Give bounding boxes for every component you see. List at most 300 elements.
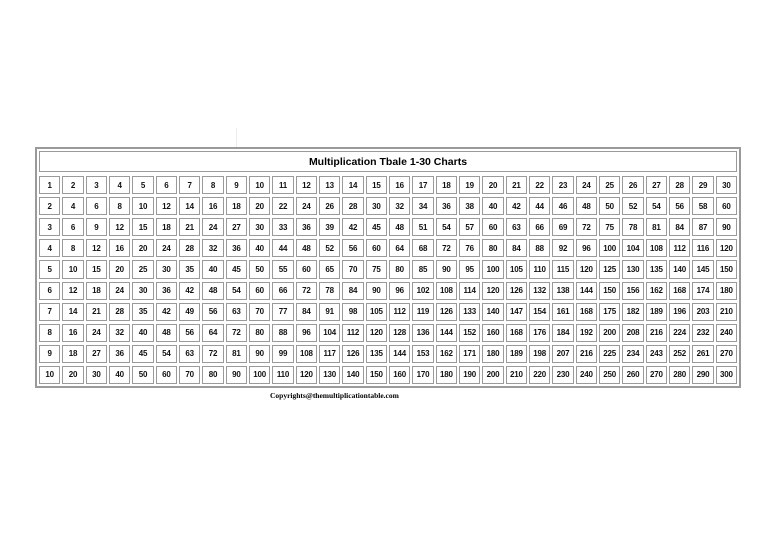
table-cell: 216	[576, 345, 597, 363]
table-cell: 72	[436, 239, 457, 257]
table-cell: 152	[459, 324, 480, 342]
table-cell: 210	[716, 303, 737, 321]
table-cell: 45	[132, 345, 153, 363]
table-cell: 90	[249, 345, 270, 363]
table-cell: 24	[109, 282, 130, 300]
table-cell: 119	[412, 303, 433, 321]
table-cell: 80	[202, 366, 223, 384]
table-cell: 16	[389, 176, 410, 194]
table-cell: 150	[716, 260, 737, 278]
table-cell: 20	[249, 197, 270, 215]
table-cell: 50	[132, 366, 153, 384]
table-cell: 42	[506, 197, 527, 215]
table-cell: 243	[646, 345, 667, 363]
table-cell: 105	[366, 303, 387, 321]
table-cell: 23	[552, 176, 573, 194]
table-cell: 12	[296, 176, 317, 194]
table-cell: 72	[202, 345, 223, 363]
table-cell: 10	[132, 197, 153, 215]
table-cell: 96	[576, 239, 597, 257]
table-cell: 8	[202, 176, 223, 194]
table-cell: 57	[459, 218, 480, 236]
table-cell: 76	[459, 239, 480, 257]
table-cell: 40	[202, 260, 223, 278]
table-cell: 32	[109, 324, 130, 342]
table-cell: 18	[156, 218, 177, 236]
table-cell: 140	[342, 366, 363, 384]
table-cell: 126	[436, 303, 457, 321]
table-cell: 16	[62, 324, 83, 342]
table-cell: 40	[109, 366, 130, 384]
table-cell: 64	[202, 324, 223, 342]
table-cell: 135	[646, 260, 667, 278]
table-cell: 40	[132, 324, 153, 342]
table-cell: 32	[202, 239, 223, 257]
table-cell: 21	[179, 218, 200, 236]
table-cell: 66	[529, 218, 550, 236]
table-cell: 125	[599, 260, 620, 278]
table-cell: 96	[296, 324, 317, 342]
table-cell: 3	[86, 176, 107, 194]
table-cell: 28	[179, 239, 200, 257]
table-cell: 44	[529, 197, 550, 215]
table-cell: 63	[179, 345, 200, 363]
table-cell: 38	[459, 197, 480, 215]
table-cell: 75	[366, 260, 387, 278]
table-cell: 91	[319, 303, 340, 321]
table-cell: 175	[599, 303, 620, 321]
table-cell: 19	[459, 176, 480, 194]
table-cell: 15	[86, 260, 107, 278]
table-cell: 300	[716, 366, 737, 384]
table-cell: 280	[669, 366, 690, 384]
table-cell: 72	[576, 218, 597, 236]
table-cell: 26	[622, 176, 643, 194]
table-cell: 232	[692, 324, 713, 342]
table-cell: 27	[86, 345, 107, 363]
table-cell: 20	[62, 366, 83, 384]
table-cell: 198	[529, 345, 550, 363]
table-cell: 190	[459, 366, 480, 384]
table-cell: 3	[39, 218, 60, 236]
table-cell: 10	[39, 366, 60, 384]
table-cell: 116	[692, 239, 713, 257]
table-cell: 80	[249, 324, 270, 342]
table-cell: 1	[39, 176, 60, 194]
table-cell: 24	[86, 324, 107, 342]
table-cell: 4	[109, 176, 130, 194]
table-cell: 4	[62, 197, 83, 215]
table-cell: 44	[272, 239, 293, 257]
table-cell: 75	[599, 218, 620, 236]
table-cell: 104	[319, 324, 340, 342]
table-cell: 135	[366, 345, 387, 363]
table-cell: 36	[436, 197, 457, 215]
table-cell: 112	[342, 324, 363, 342]
table-cell: 171	[459, 345, 480, 363]
table-cell: 99	[272, 345, 293, 363]
table-cell: 110	[272, 366, 293, 384]
table-cell: 28	[109, 303, 130, 321]
table-cell: 77	[272, 303, 293, 321]
table-cell: 160	[482, 324, 503, 342]
table-cell: 210	[506, 366, 527, 384]
table-cell: 144	[436, 324, 457, 342]
table-cell: 120	[716, 239, 737, 257]
table-cell: 120	[296, 366, 317, 384]
table-cell: 28	[342, 197, 363, 215]
table-cell: 180	[436, 366, 457, 384]
table-cell: 24	[296, 197, 317, 215]
table-cell: 48	[576, 197, 597, 215]
table-cell: 68	[412, 239, 433, 257]
table-cell: 72	[296, 282, 317, 300]
table-cell: 16	[202, 197, 223, 215]
table-cell: 30	[156, 260, 177, 278]
table-cell: 4	[39, 239, 60, 257]
table-cell: 90	[436, 260, 457, 278]
table-cell: 21	[86, 303, 107, 321]
table-cell: 2	[62, 176, 83, 194]
table-cell: 90	[226, 366, 247, 384]
table-cell: 9	[226, 176, 247, 194]
table-cell: 12	[62, 282, 83, 300]
table-cell: 84	[342, 282, 363, 300]
table-cell: 153	[412, 345, 433, 363]
table-cell: 14	[342, 176, 363, 194]
table-cell: 9	[86, 218, 107, 236]
table-cell: 42	[342, 218, 363, 236]
table-cell: 14	[62, 303, 83, 321]
table-cell: 261	[692, 345, 713, 363]
table-cell: 147	[506, 303, 527, 321]
table-cell: 54	[226, 282, 247, 300]
table-cell: 220	[529, 366, 550, 384]
table-cell: 12	[86, 239, 107, 257]
table-cell: 18	[62, 345, 83, 363]
table-cell: 17	[412, 176, 433, 194]
table-cell: 12	[156, 197, 177, 215]
table-cell: 10	[62, 260, 83, 278]
table-cell: 35	[179, 260, 200, 278]
table-cell: 138	[552, 282, 573, 300]
table-cell: 78	[622, 218, 643, 236]
table-cell: 52	[622, 197, 643, 215]
table-cell: 270	[646, 366, 667, 384]
table-cell: 102	[412, 282, 433, 300]
table-cell: 8	[62, 239, 83, 257]
table-cell: 133	[459, 303, 480, 321]
table-cell: 144	[576, 282, 597, 300]
table-cell: 189	[506, 345, 527, 363]
table-cell: 108	[436, 282, 457, 300]
table-cell: 225	[599, 345, 620, 363]
table-cell: 150	[366, 366, 387, 384]
table-cell: 15	[132, 218, 153, 236]
table-cell: 26	[319, 197, 340, 215]
table-cell: 56	[202, 303, 223, 321]
table-cell: 60	[249, 282, 270, 300]
table-cell: 156	[622, 282, 643, 300]
table-cell: 140	[669, 260, 690, 278]
table-cell: 162	[646, 282, 667, 300]
table-cell: 65	[319, 260, 340, 278]
copyright-text: Copyrights@themultiplicationtable.com	[270, 391, 399, 400]
table-cell: 126	[342, 345, 363, 363]
table-cell: 174	[692, 282, 713, 300]
table-cell: 69	[552, 218, 573, 236]
table-cell: 90	[716, 218, 737, 236]
table-cell: 96	[389, 282, 410, 300]
table-cell: 66	[272, 282, 293, 300]
table-cell: 6	[39, 282, 60, 300]
table-cell: 45	[226, 260, 247, 278]
table-cell: 120	[576, 260, 597, 278]
table-cell: 42	[156, 303, 177, 321]
table-cell: 8	[39, 324, 60, 342]
table-cell: 100	[599, 239, 620, 257]
table-cell: 78	[319, 282, 340, 300]
table-cell: 16	[109, 239, 130, 257]
table-cell: 114	[459, 282, 480, 300]
table-cell: 70	[179, 366, 200, 384]
table-cell: 84	[296, 303, 317, 321]
table-cell: 234	[622, 345, 643, 363]
table-cell: 240	[716, 324, 737, 342]
multiplication-chart	[35, 147, 741, 388]
table-cell: 120	[366, 324, 387, 342]
table-cell: 24	[576, 176, 597, 194]
table-cell: 12	[109, 218, 130, 236]
table-cell: 140	[482, 303, 503, 321]
table-cell: 25	[132, 260, 153, 278]
table-cell: 30	[132, 282, 153, 300]
table-cell: 90	[366, 282, 387, 300]
table-cell: 176	[529, 324, 550, 342]
table-cell: 230	[552, 366, 573, 384]
table-cell: 33	[272, 218, 293, 236]
table-cell: 81	[226, 345, 247, 363]
table-cell: 112	[389, 303, 410, 321]
table-cell: 20	[109, 260, 130, 278]
table-cell: 64	[389, 239, 410, 257]
table-cell: 36	[109, 345, 130, 363]
table-cell: 180	[482, 345, 503, 363]
table-cell: 80	[482, 239, 503, 257]
table-cell: 29	[692, 176, 713, 194]
table-cell: 168	[576, 303, 597, 321]
table-cell: 18	[226, 197, 247, 215]
table-cell: 45	[366, 218, 387, 236]
table-cell: 270	[716, 345, 737, 363]
table-cell: 162	[436, 345, 457, 363]
table-cell: 6	[62, 218, 83, 236]
table-cell: 54	[156, 345, 177, 363]
table-cell: 10	[249, 176, 270, 194]
table-cell: 39	[319, 218, 340, 236]
table-cell: 50	[249, 260, 270, 278]
table-cell: 60	[156, 366, 177, 384]
table-cell: 54	[436, 218, 457, 236]
table-cell: 25	[599, 176, 620, 194]
table-cell: 110	[529, 260, 550, 278]
table-cell: 161	[552, 303, 573, 321]
table-cell: 51	[412, 218, 433, 236]
table-cell: 168	[506, 324, 527, 342]
table-cell: 5	[132, 176, 153, 194]
table-cell: 63	[226, 303, 247, 321]
table-cell: 130	[622, 260, 643, 278]
table-cell: 36	[156, 282, 177, 300]
table-cell: 136	[412, 324, 433, 342]
multiplication-grid	[39, 176, 737, 384]
table-cell: 250	[599, 366, 620, 384]
table-cell: 21	[506, 176, 527, 194]
table-cell: 100	[482, 260, 503, 278]
table-cell: 48	[202, 282, 223, 300]
table-cell: 117	[319, 345, 340, 363]
table-cell: 14	[179, 197, 200, 215]
table-cell: 108	[296, 345, 317, 363]
faint-divider-line	[236, 128, 237, 148]
table-cell: 63	[506, 218, 527, 236]
table-cell: 60	[366, 239, 387, 257]
table-cell: 13	[319, 176, 340, 194]
table-cell: 48	[156, 324, 177, 342]
table-cell: 34	[412, 197, 433, 215]
table-cell: 203	[692, 303, 713, 321]
table-cell: 115	[552, 260, 573, 278]
table-cell: 54	[646, 197, 667, 215]
chart-title: Multiplication Tbale 1-30 Charts	[39, 151, 737, 172]
table-cell: 9	[39, 345, 60, 363]
table-cell: 6	[156, 176, 177, 194]
table-cell: 55	[272, 260, 293, 278]
table-cell: 60	[296, 260, 317, 278]
table-cell: 35	[132, 303, 153, 321]
table-cell: 126	[506, 282, 527, 300]
table-cell: 196	[669, 303, 690, 321]
table-cell: 84	[506, 239, 527, 257]
table-cell: 36	[226, 239, 247, 257]
table-cell: 132	[529, 282, 550, 300]
table-cell: 36	[296, 218, 317, 236]
table-cell: 144	[389, 345, 410, 363]
table-cell: 58	[692, 197, 713, 215]
table-cell: 70	[249, 303, 270, 321]
table-cell: 224	[669, 324, 690, 342]
table-cell: 40	[249, 239, 270, 257]
table-cell: 105	[506, 260, 527, 278]
table-cell: 85	[412, 260, 433, 278]
table-cell: 22	[529, 176, 550, 194]
table-cell: 108	[646, 239, 667, 257]
table-cell: 5	[39, 260, 60, 278]
table-cell: 20	[132, 239, 153, 257]
table-cell: 22	[272, 197, 293, 215]
table-cell: 200	[599, 324, 620, 342]
table-cell: 170	[412, 366, 433, 384]
table-cell: 72	[226, 324, 247, 342]
table-cell: 40	[482, 197, 503, 215]
table-cell: 56	[342, 239, 363, 257]
table-cell: 49	[179, 303, 200, 321]
table-cell: 154	[529, 303, 550, 321]
table-cell: 30	[86, 366, 107, 384]
table-cell: 87	[692, 218, 713, 236]
table-cell: 98	[342, 303, 363, 321]
table-cell: 11	[272, 176, 293, 194]
table-cell: 48	[296, 239, 317, 257]
table-cell: 252	[669, 345, 690, 363]
table-cell: 84	[669, 218, 690, 236]
table-cell: 18	[436, 176, 457, 194]
table-cell: 80	[389, 260, 410, 278]
table-cell: 120	[482, 282, 503, 300]
table-cell: 92	[552, 239, 573, 257]
table-cell: 160	[389, 366, 410, 384]
table-cell: 112	[669, 239, 690, 257]
table-cell: 260	[622, 366, 643, 384]
table-cell: 50	[599, 197, 620, 215]
table-cell: 145	[692, 260, 713, 278]
table-cell: 15	[366, 176, 387, 194]
table-cell: 56	[179, 324, 200, 342]
table-cell: 24	[156, 239, 177, 257]
table-cell: 207	[552, 345, 573, 363]
table-cell: 48	[389, 218, 410, 236]
table-cell: 100	[249, 366, 270, 384]
table-cell: 56	[669, 197, 690, 215]
table-cell: 52	[319, 239, 340, 257]
table-cell: 200	[482, 366, 503, 384]
table-cell: 240	[576, 366, 597, 384]
table-cell: 128	[389, 324, 410, 342]
table-cell: 88	[529, 239, 550, 257]
table-cell: 6	[86, 197, 107, 215]
table-cell: 95	[459, 260, 480, 278]
table-cell: 60	[716, 197, 737, 215]
table-cell: 27	[226, 218, 247, 236]
table-cell: 2	[39, 197, 60, 215]
table-cell: 42	[179, 282, 200, 300]
table-cell: 18	[86, 282, 107, 300]
table-cell: 8	[109, 197, 130, 215]
table-cell: 46	[552, 197, 573, 215]
table-cell: 88	[272, 324, 293, 342]
table-cell: 30	[366, 197, 387, 215]
table-cell: 60	[482, 218, 503, 236]
table-cell: 192	[576, 324, 597, 342]
table-cell: 208	[622, 324, 643, 342]
table-cell: 27	[646, 176, 667, 194]
table-cell: 168	[669, 282, 690, 300]
table-cell: 28	[669, 176, 690, 194]
table-cell: 30	[716, 176, 737, 194]
table-cell: 32	[389, 197, 410, 215]
table-cell: 184	[552, 324, 573, 342]
table-cell: 290	[692, 366, 713, 384]
table-cell: 150	[599, 282, 620, 300]
table-cell: 7	[179, 176, 200, 194]
table-cell: 24	[202, 218, 223, 236]
table-cell: 182	[622, 303, 643, 321]
table-cell: 81	[646, 218, 667, 236]
table-cell: 180	[716, 282, 737, 300]
table-cell: 130	[319, 366, 340, 384]
table-cell: 7	[39, 303, 60, 321]
table-cell: 70	[342, 260, 363, 278]
